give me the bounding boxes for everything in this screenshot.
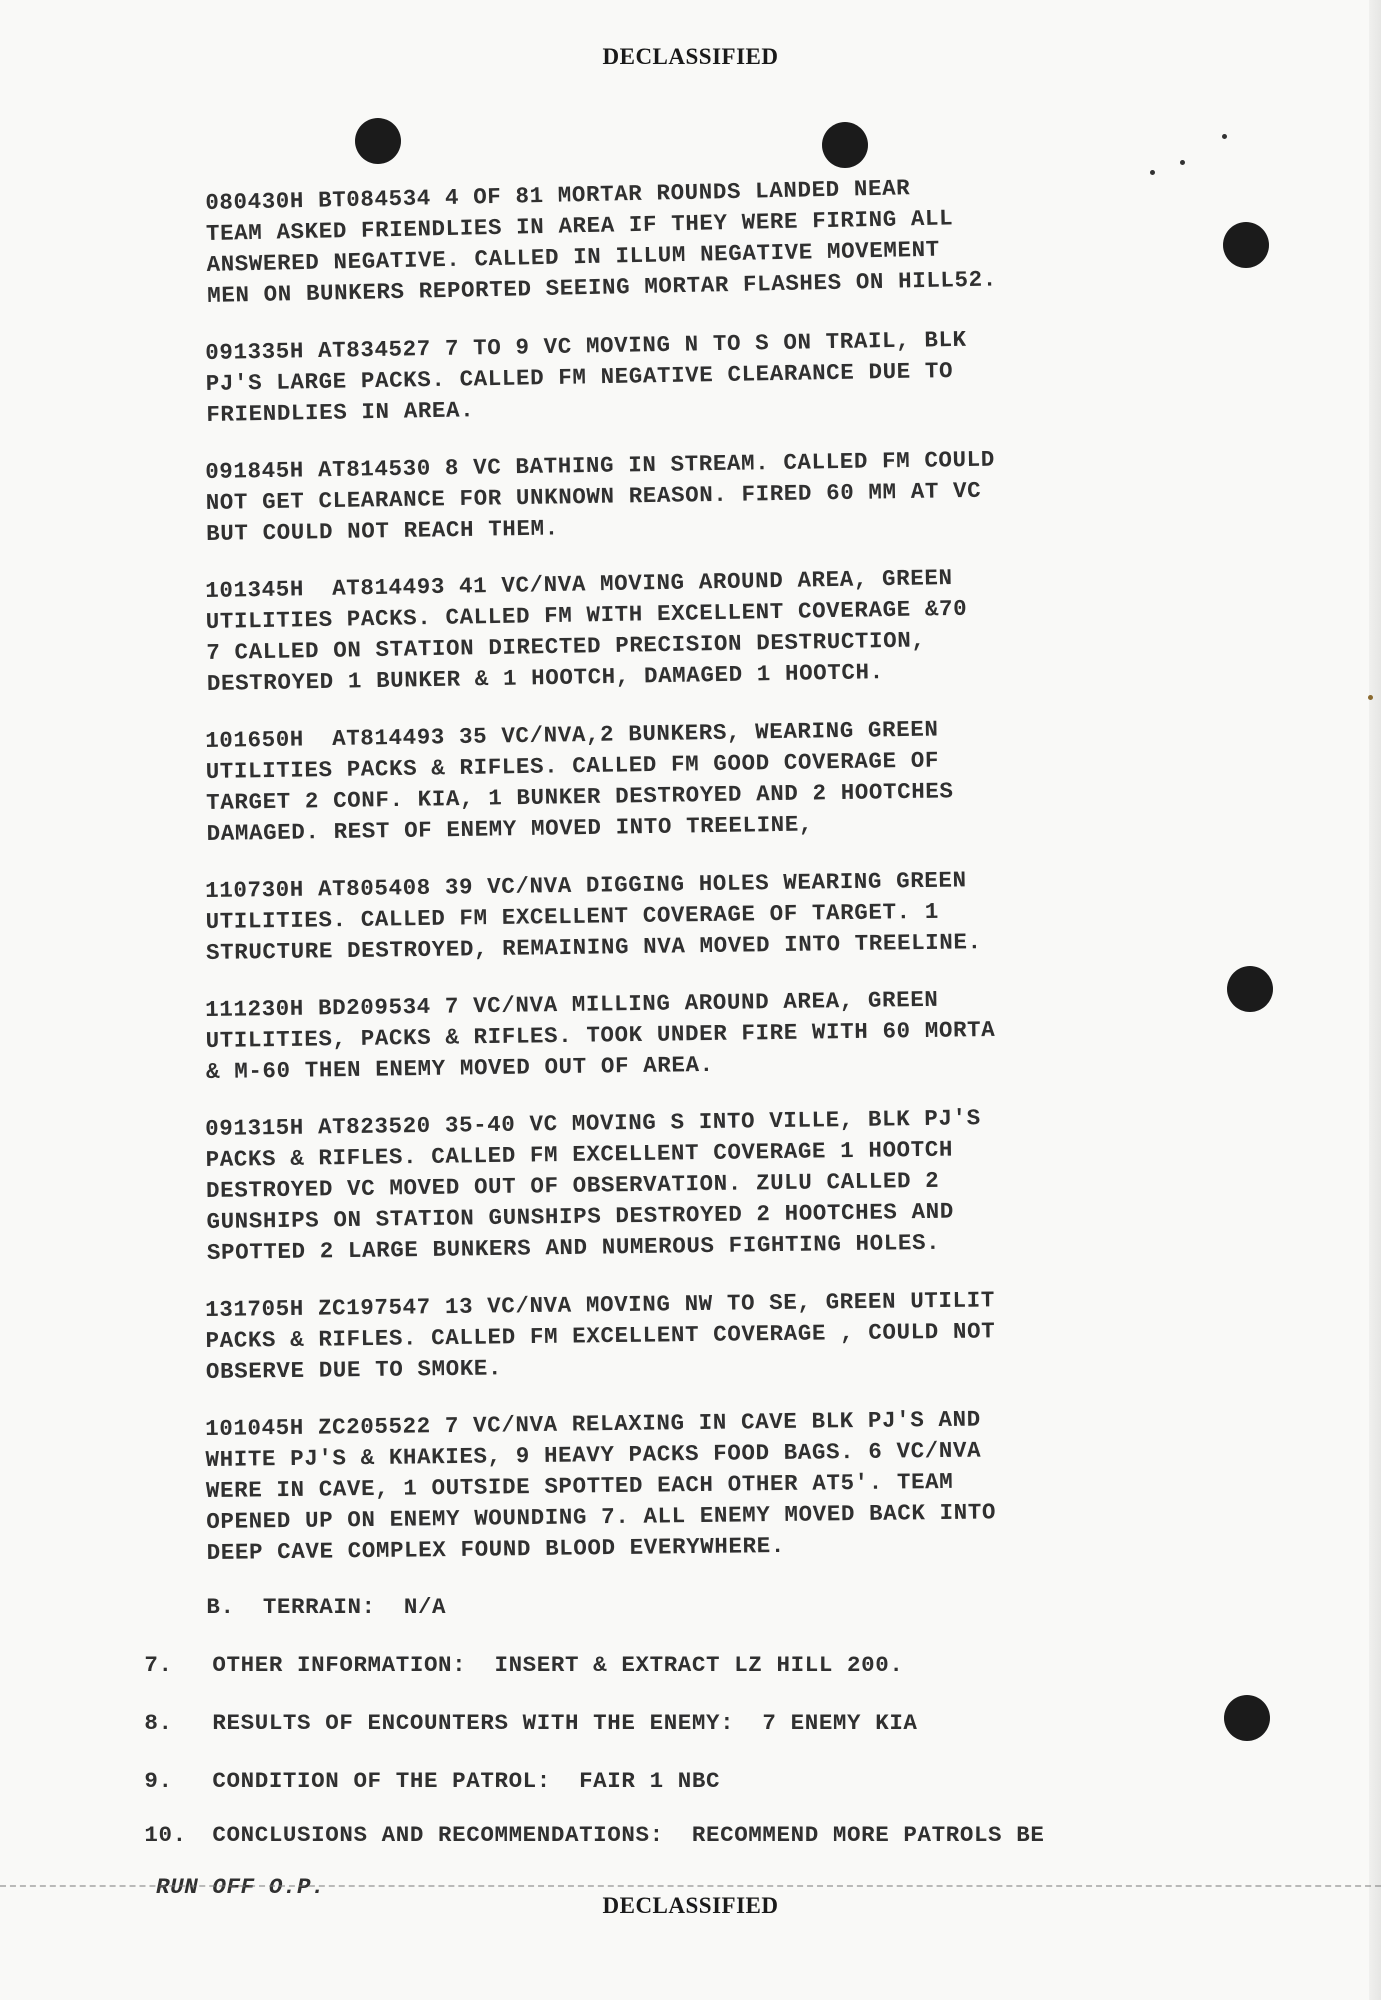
entry-line: PACKS & RIFLES. CALLED FM EXCELLENT COVERAGE 1 HOOTCH xyxy=(205,1136,954,1173)
entry-line: 111230H BD209534 7 VC/NVA MILLING AROUND AREA, GREEN xyxy=(205,986,939,1023)
entry-line: WERE IN CAVE, 1 OUTSIDE SPOTTED EACH OTHER AT5'. TEAM xyxy=(205,1468,954,1504)
entry-line: 101045H ZC205522 7 VC/NVA RELAXING IN CAVE BLK PJ'S AND xyxy=(205,1406,981,1442)
punch-hole-right-1 xyxy=(1223,222,1269,268)
report-entry xyxy=(205,167,1207,312)
entry-line: OBSERVE DUE TO SMOKE. xyxy=(205,1355,503,1385)
report-entry xyxy=(205,1283,1206,1388)
page-divider xyxy=(0,1885,1381,1887)
entry-line: DESTROYED VC MOVED OUT OF OBSERVATION. ZULU CALLED 2 xyxy=(205,1167,940,1204)
spot-report-entries xyxy=(205,175,1205,1595)
section-text: CONCLUSIONS AND RECOMMENDATIONS: RECOMMEND MORE PATROLS BE xyxy=(212,1822,1045,1848)
ink-speck xyxy=(1222,134,1227,139)
entry-line: 131705H ZC197547 13 VC/NVA MOVING NW TO SE, GREEN UTILIT xyxy=(205,1287,996,1323)
entry-line: & M-60 THEN ENEMY MOVED OUT OF AREA. xyxy=(205,1051,714,1085)
report-entry xyxy=(205,710,1207,850)
report-entry xyxy=(205,981,1206,1088)
entry-line: UTILITIES, PACKS & RIFLES. TOOK UNDER FIRE WITH 60 MORTA xyxy=(205,1016,996,1054)
report-entry xyxy=(205,1100,1207,1269)
punch-hole-right-2 xyxy=(1227,966,1273,1012)
entry-line: MEN ON BUNKERS REPORTED SEEING MORTAR FLASHES ON HILL52. xyxy=(206,266,998,309)
entry-line: PJ'S LARGE PACKS. CALLED FM NEGATIVE CLEARANCE DUE TO xyxy=(205,357,954,397)
entry-line: ANSWERED NEGATIVE. CALLED IN ILLUM NEGATIVE MOVEMENT xyxy=(206,236,941,278)
page-edge xyxy=(1369,0,1381,2000)
section-text: CONDITION OF THE PATROL: FAIR 1 NBC xyxy=(212,1768,721,1794)
entry-line: WHITE PJ'S & KHAKIES, 9 HEAVY PACKS FOOD BAGS. 6 VC/NVA xyxy=(205,1437,982,1473)
entry-line: 101345H AT814493 41 VC/NVA MOVING AROUND AREA, GREEN xyxy=(205,564,953,604)
section-number: 10. xyxy=(144,1822,187,1848)
entry-line: TARGET 2 CONF. KIA, 1 BUNKER DESTROYED AND 2 HOOTCHES xyxy=(206,778,954,816)
report-entry xyxy=(205,559,1207,700)
entry-line: 091315H AT823520 35-40 VC MOVING S INTO VILLE, BLK PJ'S xyxy=(205,1105,981,1142)
entry-line: 110730H AT805408 39 VC/NVA DIGGING HOLES WEARING GREEN xyxy=(205,867,967,904)
report-entry xyxy=(205,441,1206,550)
ink-speck xyxy=(1368,695,1373,700)
entry-line: STRUCTURE DESTROYED, REMAINING NVA MOVED INTO TREELINE. xyxy=(205,929,982,966)
report-entry xyxy=(205,862,1206,969)
entry-line: UTILITIES PACKS. CALLED FM WITH EXCELLENT COVERAGE &70 xyxy=(205,595,968,635)
terrain-text: B. TERRAIN: N/A xyxy=(206,1594,447,1620)
report-entry xyxy=(205,1402,1207,1569)
entry-line: 080430H BT084534 4 OF 81 MORTAR ROUNDS LANDED NEAR xyxy=(205,175,911,216)
footer-stamp: DECLASSIFIED xyxy=(602,1893,779,1918)
punch-hole-top-left xyxy=(355,118,401,164)
entry-line: DAMAGED. REST OF ENEMY MOVED INTO TREELINE, xyxy=(206,811,814,847)
entry-line: OPENED UP ON ENEMY WOUNDING 7. ALL ENEMY MOVED BACK INTO xyxy=(206,1499,997,1535)
section-number: 7. xyxy=(144,1652,173,1678)
report-entry xyxy=(205,321,1206,431)
entry-line: SPOTTED 2 LARGE BUNKERS AND NUMEROUS FIGHTING HOLES. xyxy=(206,1229,941,1266)
header-stamp: DECLASSIFIED xyxy=(602,44,779,69)
section-text: OTHER INFORMATION: INSERT & EXTRACT LZ HILL 200. xyxy=(212,1652,904,1678)
entry-line: NOT GET CLEARANCE FOR UNKNOWN REASON. FIRED 60 MM AT VC xyxy=(205,477,982,516)
section-text-continued: RUN OFF O.P. xyxy=(156,1874,326,1900)
entry-line: UTILITIES PACKS & RIFLES. CALLED FM GOOD COVERAGE OF xyxy=(205,747,940,785)
entry-line: 7 CALLED ON STATION DIRECTED PRECISION DESTRUCTION, xyxy=(206,627,926,666)
entry-line: DESTROYED 1 BUNKER & 1 HOOTCH, DAMAGED 1 HOOTCH. xyxy=(206,659,884,697)
entry-line: 091335H AT834527 7 TO 9 VC MOVING N TO S ON TRAIL, BLK xyxy=(205,326,967,366)
entry-line: PACKS & RIFLES. CALLED FM EXCELLENT COVERAGE , COULD NOT xyxy=(205,1318,996,1354)
section-number: 8. xyxy=(144,1710,173,1736)
entry-line: TEAM ASKED FRIENDLIES IN AREA IF THEY WERE FIRING ALL xyxy=(205,205,954,247)
ink-speck xyxy=(1180,160,1185,165)
entry-line: GUNSHIPS ON STATION GUNSHIPS DESTROYED 2 HOOTCHES AND xyxy=(206,1198,955,1235)
section-text: RESULTS OF ENCOUNTERS WITH THE ENEMY: 7 ENEMY KIA xyxy=(212,1710,918,1736)
section-number: 9. xyxy=(144,1768,173,1794)
entry-line: 101650H AT814493 35 VC/NVA,2 BUNKERS, WEARING GREEN xyxy=(205,716,939,754)
entry-line: DEEP CAVE COMPLEX FOUND BLOOD EVERYWHERE. xyxy=(206,1532,786,1566)
entry-line: FRIENDLIES IN AREA. xyxy=(206,397,475,428)
entry-line: BUT COULD NOT REACH THEM. xyxy=(206,515,559,547)
section-10-conclusions xyxy=(88,1796,1044,1952)
punch-hole-right-3 xyxy=(1224,1695,1270,1741)
punch-hole-top-center xyxy=(822,122,868,168)
entry-line: UTILITIES. CALLED FM EXCELLENT COVERAGE OF TARGET. 1 xyxy=(205,898,940,935)
entry-line: 091845H AT814530 8 VC BATHING IN STREAM. CALLED FM COULD xyxy=(205,446,996,485)
